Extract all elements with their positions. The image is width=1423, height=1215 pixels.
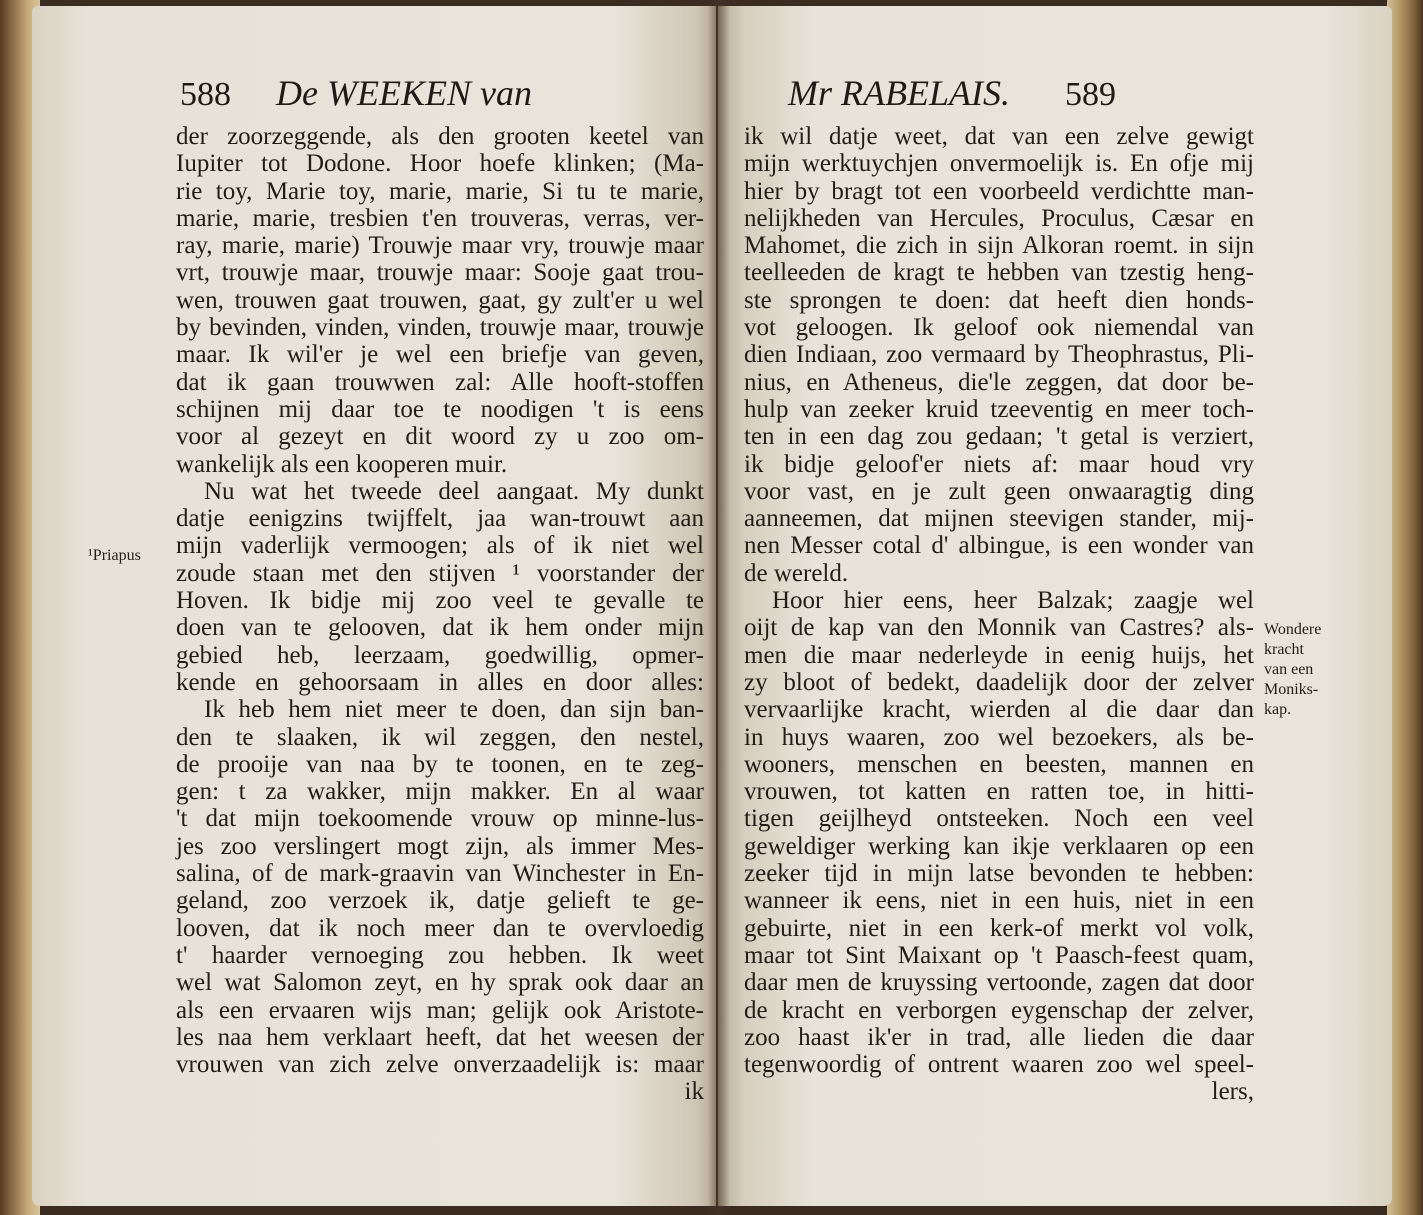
text-line: Ik heb hem niet meer te doen, dan sijn ban- — [204, 696, 704, 724]
text-line: Nu wat het tweede deel aangaat. My dunkt — [204, 477, 704, 505]
text-line: zy bloot of bedekt, daadelijk door der zelver — [744, 668, 1254, 696]
right-running-head: Mr RABELAIS. — [788, 73, 1010, 113]
text-line: oijt de kap van den Monnik van Castres? als- — [744, 614, 1254, 642]
text-line: tigen geijlheyd ontsteeken. Noch een veel — [744, 805, 1254, 833]
text-line: teelleeden de kragt te hebben van tzestig heng- — [744, 259, 1254, 287]
right-page-number: 589 — [1064, 76, 1116, 113]
right-page-header — [788, 72, 1258, 122]
text-line: mijn vaderlijk vermoogen; als of ik niet wel — [176, 532, 704, 560]
text-line: salina, of de mark-graavin van Winchester in En- — [176, 860, 704, 888]
text-line: de kracht en verborgen eygenschap der zelver, — [744, 996, 1254, 1024]
text-line: de prooije van naa by te toonen, en te zeg- — [176, 750, 704, 778]
text-line: daar men de kruyssing vertoonde, zagen dat door — [744, 969, 1254, 997]
margin-note-line: Moniks- — [1264, 681, 1319, 698]
text-line: men die maar nederleyde in eenig huijs, het — [744, 641, 1254, 669]
text-line: de wereld. — [744, 559, 849, 587]
text-line: kende en gehoorsaam in alles en door alles: — [176, 668, 704, 696]
text-line: zeeker tijd in mijn latse bevonden te hebben: — [744, 860, 1254, 888]
text-line: voor al gezeyt en dit woord zy u zoo om- — [176, 423, 704, 451]
text-line: voor vast, en je zult geen onwaaragtig ding — [744, 477, 1254, 505]
text-line: den te slaaken, ik wil zeggen, den nestel, — [176, 723, 704, 751]
text-line: maar. Ik wil'er je wel een briefje van geven, — [176, 341, 704, 369]
text-line: les naa hem verklaart heeft, dat het weesen der — [176, 1023, 704, 1051]
margin-note-line: van een — [1264, 661, 1314, 678]
text-line: t' haarder vernoeging zou hebben. Ik weet — [176, 941, 704, 969]
text-line: wooners, menschen en beesten, mannen en — [744, 750, 1254, 778]
text-line: geland, zoo verzoek ik, datje gelieft te ge- — [176, 887, 704, 915]
left-page-text — [176, 123, 704, 1106]
text-line: Iupiter tot Dodone. Hoor hoefe klinken; (Ma- — [176, 150, 704, 178]
book-gutter — [708, 0, 730, 1215]
text-line: hulp van zeeker kruid tzeeventig en meer toch- — [744, 395, 1254, 423]
text-line: Mahomet, die zich in sijn Alkoran roemt. in sijn — [744, 232, 1254, 260]
left-margin-note: ¹Priapus — [88, 547, 141, 564]
text-line: datje eenigzins twijffelt, jaa wan-trouwt aan — [176, 505, 704, 533]
right-margin-note — [1264, 620, 1321, 720]
text-line: nelijkheden van Hercules, Proculus, Cæsar en — [744, 204, 1254, 232]
text-line: schijnen mij daar toe te noodigen 't is eens — [176, 395, 704, 423]
text-line: vrouwen van zich zelve onverzaadelijk is: maar — [176, 1051, 704, 1079]
text-line: wankelijk als een kooperen muir. — [176, 450, 508, 478]
text-line: maar tot Sint Maixant op 't Paasch-feest quam, — [744, 941, 1254, 969]
text-line: ste sprongen te doen: dat heeft dien honds- — [744, 286, 1254, 314]
margin-note-line: Wondere — [1264, 621, 1322, 638]
text-line: by bevinden, vinden, vinden, trouwje maar, trouwje — [176, 314, 704, 342]
text-line: nius, en Atheneus, die'le zeggen, dat door be- — [744, 368, 1254, 396]
text-line: vrouwen, tot katten en ratten toe, in hitti- — [744, 778, 1254, 806]
right-page-text — [744, 123, 1254, 1106]
text-line: dien Indiaan, zoo vermaard by Theophrastus, Pli- — [744, 341, 1254, 369]
left-running-head: De WEEKEN van — [276, 73, 532, 113]
left-page-number: 588 — [180, 76, 231, 113]
text-line: geweldiger werking kan ikje verklaaren op een — [744, 832, 1254, 860]
text-line: vot geloogen. Ik geloof ook niemendal van — [744, 314, 1254, 342]
text-line: rie toy, Marie toy, marie, marie, Si tu te marie, — [176, 177, 704, 205]
text-line: ik wil datje weet, dat van een zelve gewigt — [744, 123, 1254, 150]
text-line: ray, marie, marie) Trouwje maar vry, trouwje maar — [176, 232, 704, 260]
text-line: looven, dat ik noch meer dan te overvloedig — [176, 914, 704, 942]
text-line: vervaarlijke kracht, wierden al die daar dan — [744, 696, 1254, 724]
text-line: 't dat mijn toekoomende vrouw op minne-lus- — [176, 805, 704, 833]
left-page — [32, 6, 716, 1206]
text-line: als een ervaaren wijs man; gelijk ook Aristote- — [176, 996, 704, 1024]
right-page — [718, 6, 1392, 1206]
text-line: Hoor hier eens, heer Balzak; zaagje wel — [772, 587, 1254, 615]
text-line: lers, — [1211, 1078, 1254, 1106]
text-line: doen van te gelooven, dat ik hem onder mijn — [176, 614, 704, 642]
text-line: ten in een dag zou gedaan; 't getal is verziert, — [744, 423, 1254, 451]
text-line: nen Messer cotal d' albingue, is een wonder van — [744, 532, 1254, 560]
text-line: in huys waaren, zoo wel bezoekers, als be- — [744, 723, 1254, 751]
text-line: gebuirte, niet in een kerk-of merkt vol volk, — [744, 914, 1254, 942]
text-line: vrt, trouwje maar, trouwje maar: Sooje gaat trou- — [176, 259, 704, 287]
text-line: gen: t za wakker, mijn makker. En al waar — [176, 778, 704, 806]
text-line: hier by bragt tot een voorbeeld verdichtte man- — [744, 177, 1254, 205]
book-fore-edge-right — [1387, 0, 1423, 1215]
margin-note-line: kracht — [1264, 641, 1304, 658]
text-line: jes zoo verslingert mogt zijn, als immer Mes- — [176, 832, 704, 860]
text-line: wanneer ik eens, niet in een huis, niet in een — [744, 887, 1254, 915]
text-line: zoo haast ik'er in trad, alle lieden die daar — [744, 1023, 1254, 1051]
text-line: ik bidje geloof'er niets af: maar houd vry — [744, 450, 1254, 478]
text-line: mijn werktuychjen onvermoelijk is. En ofje mij — [744, 150, 1254, 178]
text-line: wen, trouwen gaat trouwen, gaat, gy zult'er u wel — [176, 286, 704, 314]
text-line: der zoorzeggende, als den grooten keetel van — [176, 123, 704, 150]
text-line: dat ik gaan trouwwen zal: Alle hooft-stoffen — [176, 368, 704, 396]
left-page-header — [180, 72, 650, 122]
text-line: ik — [684, 1078, 704, 1106]
margin-note-line: kap. — [1264, 701, 1292, 718]
text-line: Hoven. Ik bidje mij zoo veel te gevalle te — [176, 587, 704, 615]
text-line: tegenwoordig of ontrent waaren zoo wel speel- — [744, 1051, 1254, 1079]
text-line: wel wat Salomon zeyt, en hy sprak ook daar an — [176, 969, 704, 997]
text-line: gebied heb, leerzaam, goedwillig, opmer- — [176, 641, 704, 669]
text-line: aanneemen, dat mijnen steevigen stander, mij- — [744, 505, 1254, 533]
text-line: zoude staan met den stijven ¹ voorstander der — [176, 559, 704, 587]
text-line: marie, marie, tresbien t'en trouveras, verras, ver- — [176, 204, 704, 232]
